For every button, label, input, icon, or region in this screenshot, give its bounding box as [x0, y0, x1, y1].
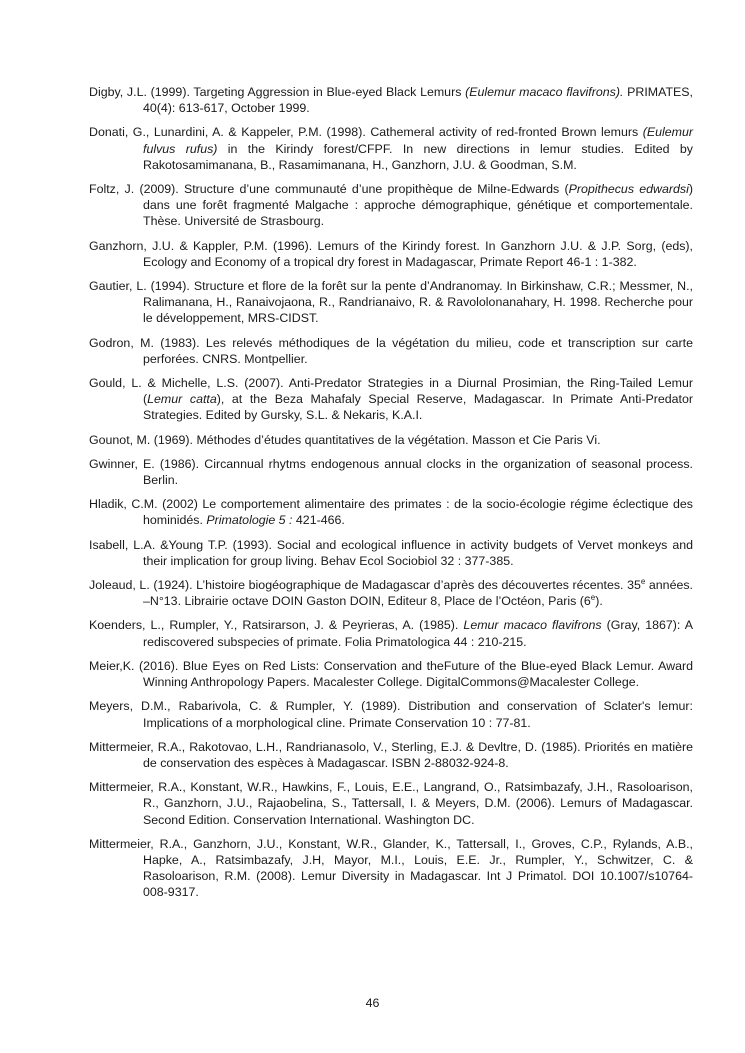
reference-entry [89, 456, 693, 488]
species-name: Propithecus edwardsi [568, 182, 689, 197]
reference-text: ) dans une forêt fragmenté Malgache : approche démographique, génétique et comportementale. Thèse. Université de Strasbourg. [143, 182, 693, 229]
reference-text: (Gray, 1867): A rediscovered subspecies of primate. Folia Primatologica 44 : 210-215. [143, 618, 693, 649]
species-name: Lemur macaco flavifrons [463, 618, 602, 633]
reference-text: Meier,K. (2016). Blue Eyes on Red Lists: Conservation and theFuture of the Blue-eyed Black Lemur. Award Winning Anthropology Papers. Macalester College. DigitalCommons@Macalester College. [89, 658, 693, 690]
reference-entry [89, 617, 693, 649]
reference-text: Gounot, M. (1969). Méthodes d’études quantitatives de la végétation. Masson et Cie Paris Vi. [89, 432, 601, 447]
reference-text: Joleaud, L. (1924). L’histoire biogéographique de Madagascar d’après des découvertes récentes. 35 [89, 578, 641, 593]
reference-entry [89, 278, 693, 327]
reference-entry [89, 335, 693, 367]
reference-text: Godron, M. (1983). Les relevés méthodiques de la végétation du milieu, code et transcription sur carte perforées. CNRS. Montpellier. [89, 335, 693, 366]
reference-text: Koenders, L., Rumpler, Y., Ratsirarson, J. & Peyrieras, A. (1985). [89, 618, 464, 633]
reference-text: Mittermeier, R.A., Ganzhorn, J.U., Konstant, W.R., Glander, K., Tattersall, I., Groves, C.P., Rylands, A.B., Hapke, A., Ratsimbazafy, J.H, Mayor, M.I., Louis, E.E. Jr., Rumpler, Y., Schwitzer, C. & Rasoloarison, R.M. (2008). Lemur Diversity in Madagascar. Int J Primatol. DOI 10.1007/s10764-008-9317. [89, 836, 693, 900]
reference-entry [89, 432, 693, 448]
reference-entry [89, 739, 693, 771]
reference-entry [89, 84, 693, 116]
superscript: e [640, 577, 646, 587]
reference-entry [89, 181, 693, 230]
reference-entry [89, 375, 693, 424]
reference-text: Mittermeier, R.A., Konstant, W.R., Hawkins, F., Louis, E.E., Langrand, O., Ratsimbazafy, J.H., Rasoloarison, R., Ganzhorn, J.U., Rajaobelina, S., Tattersall, I. & Meyers, D.M. (2006). Lemurs of Madagascar. Second Edition. Conservation International. Washington DC. [89, 780, 693, 827]
reference-text: Hladik, C.M. (2002) Le comportement alimentaire des primates : de la socio-écologie régime éclectique des hominidés. [89, 497, 693, 528]
reference-text: Donati, G., Lunardini, A. & Kappeler, P.M. (1998). Cathemeral activity of red-fronted Brown lemurs [89, 125, 643, 140]
reference-entry [89, 779, 693, 828]
reference-entry [89, 496, 693, 528]
journal-title: Primatologie 5 : [206, 513, 293, 528]
species-name: (Eulemur fulvus rufus) [143, 125, 693, 156]
reference-text: Gould, L. & Michelle, L.S. (2007). Anti-Predator Strategies in a Diurnal Prosimian, the Ring-Tailed Lemur ( [89, 376, 693, 407]
reference-entry [89, 238, 693, 270]
reference-entry [89, 577, 693, 609]
reference-entry [89, 537, 693, 569]
reference-text: 421-466. [292, 513, 345, 528]
page-number: 46 [365, 996, 380, 1010]
reference-text: Gwinner, E. (1986). Circannual rhytms endogenous annual clocks in the organization of seasonal process. Berlin. [89, 456, 693, 488]
reference-entry [89, 836, 693, 901]
reference-text: PRIMATES, 40(4): 613-617, October 1999. [143, 85, 693, 116]
reference-text: in the Kirindy forest/CFPF. In new directions in lemur studies. Edited by Rakotosamimanana, B., Rasamimanana, H., Ganzhorn, J.U. & Goodman, S.M. [143, 141, 693, 172]
species-name: (Eulemur macaco flavifrons). [465, 85, 624, 99]
reference-text: Isabell, L.A. &Young T.P. (1993). Social and ecological influence in activity budgets of Vervet monkeys and their implication for group living. Behav Ecol Sociobiol 32 : 377-385. [89, 537, 693, 568]
reference-text: Meyers, D.M., Rabarivola, C. & Rumpler, Y. (1989). Distribution and conservation of Sclater's lemur: Implications of a morphological cline. Primate Conservation 10 : 77-81. [89, 699, 693, 730]
reference-entry [89, 658, 693, 690]
reference-text: Gautier, L. (1994). Structure et flore de la forêt sur la pente d’Andranomay. In Birkinshaw, C.R.; Messmer, N., Ralimanana, H., Ranaivojaona, R., Randrianaivo, R. & Ravololonanahary, H. 1998. Recherche pour le développement, MRS-CIDST. [89, 279, 693, 326]
reference-text: ), at the Beza Mahafaly Special Reserve, Madagascar. In Primate Anti-Predator Strategies. Edited by Gursky, S.L. & Nekaris, K.A.I. [143, 392, 693, 423]
superscript: e [590, 593, 596, 603]
reference-text: Foltz, J. (2009). Structure d’une communauté d’une propithèque de Milne-Edwards ( [89, 182, 569, 197]
reference-text: Ganzhorn, J.U. & Kappler, P.M. (1996). Lemurs of the Kirindy forest. In Ganzhorn J.U. & J.P. Sorg, (eds), Ecology and Economy of a tropical dry forest in Madagascar, Primate Report 46-1 : 1-382. [89, 238, 693, 269]
reference-entry [89, 124, 693, 173]
reference-text: ). [595, 594, 603, 609]
reference-entry [89, 698, 693, 730]
reference-text: Digby, J.L. (1999). Targeting Aggression in Blue-eyed Black Lemurs [89, 85, 466, 99]
reference-text: années. –N°13. Librairie octave DOIN Gaston DOIN, Editeur 8, Place de l’Octéon, Paris (6 [143, 578, 693, 609]
reference-text: Mittermeier, R.A., Rakotovao, L.H., Randrianasolo, V., Sterling, E.J. & Devltre, D. (1985). Priorités en matière de conservation des espèces à Madagascar. ISBN 2-88032-924-8. [89, 739, 693, 770]
species-name: Lemur catta [147, 392, 217, 407]
reference-list [89, 84, 693, 909]
